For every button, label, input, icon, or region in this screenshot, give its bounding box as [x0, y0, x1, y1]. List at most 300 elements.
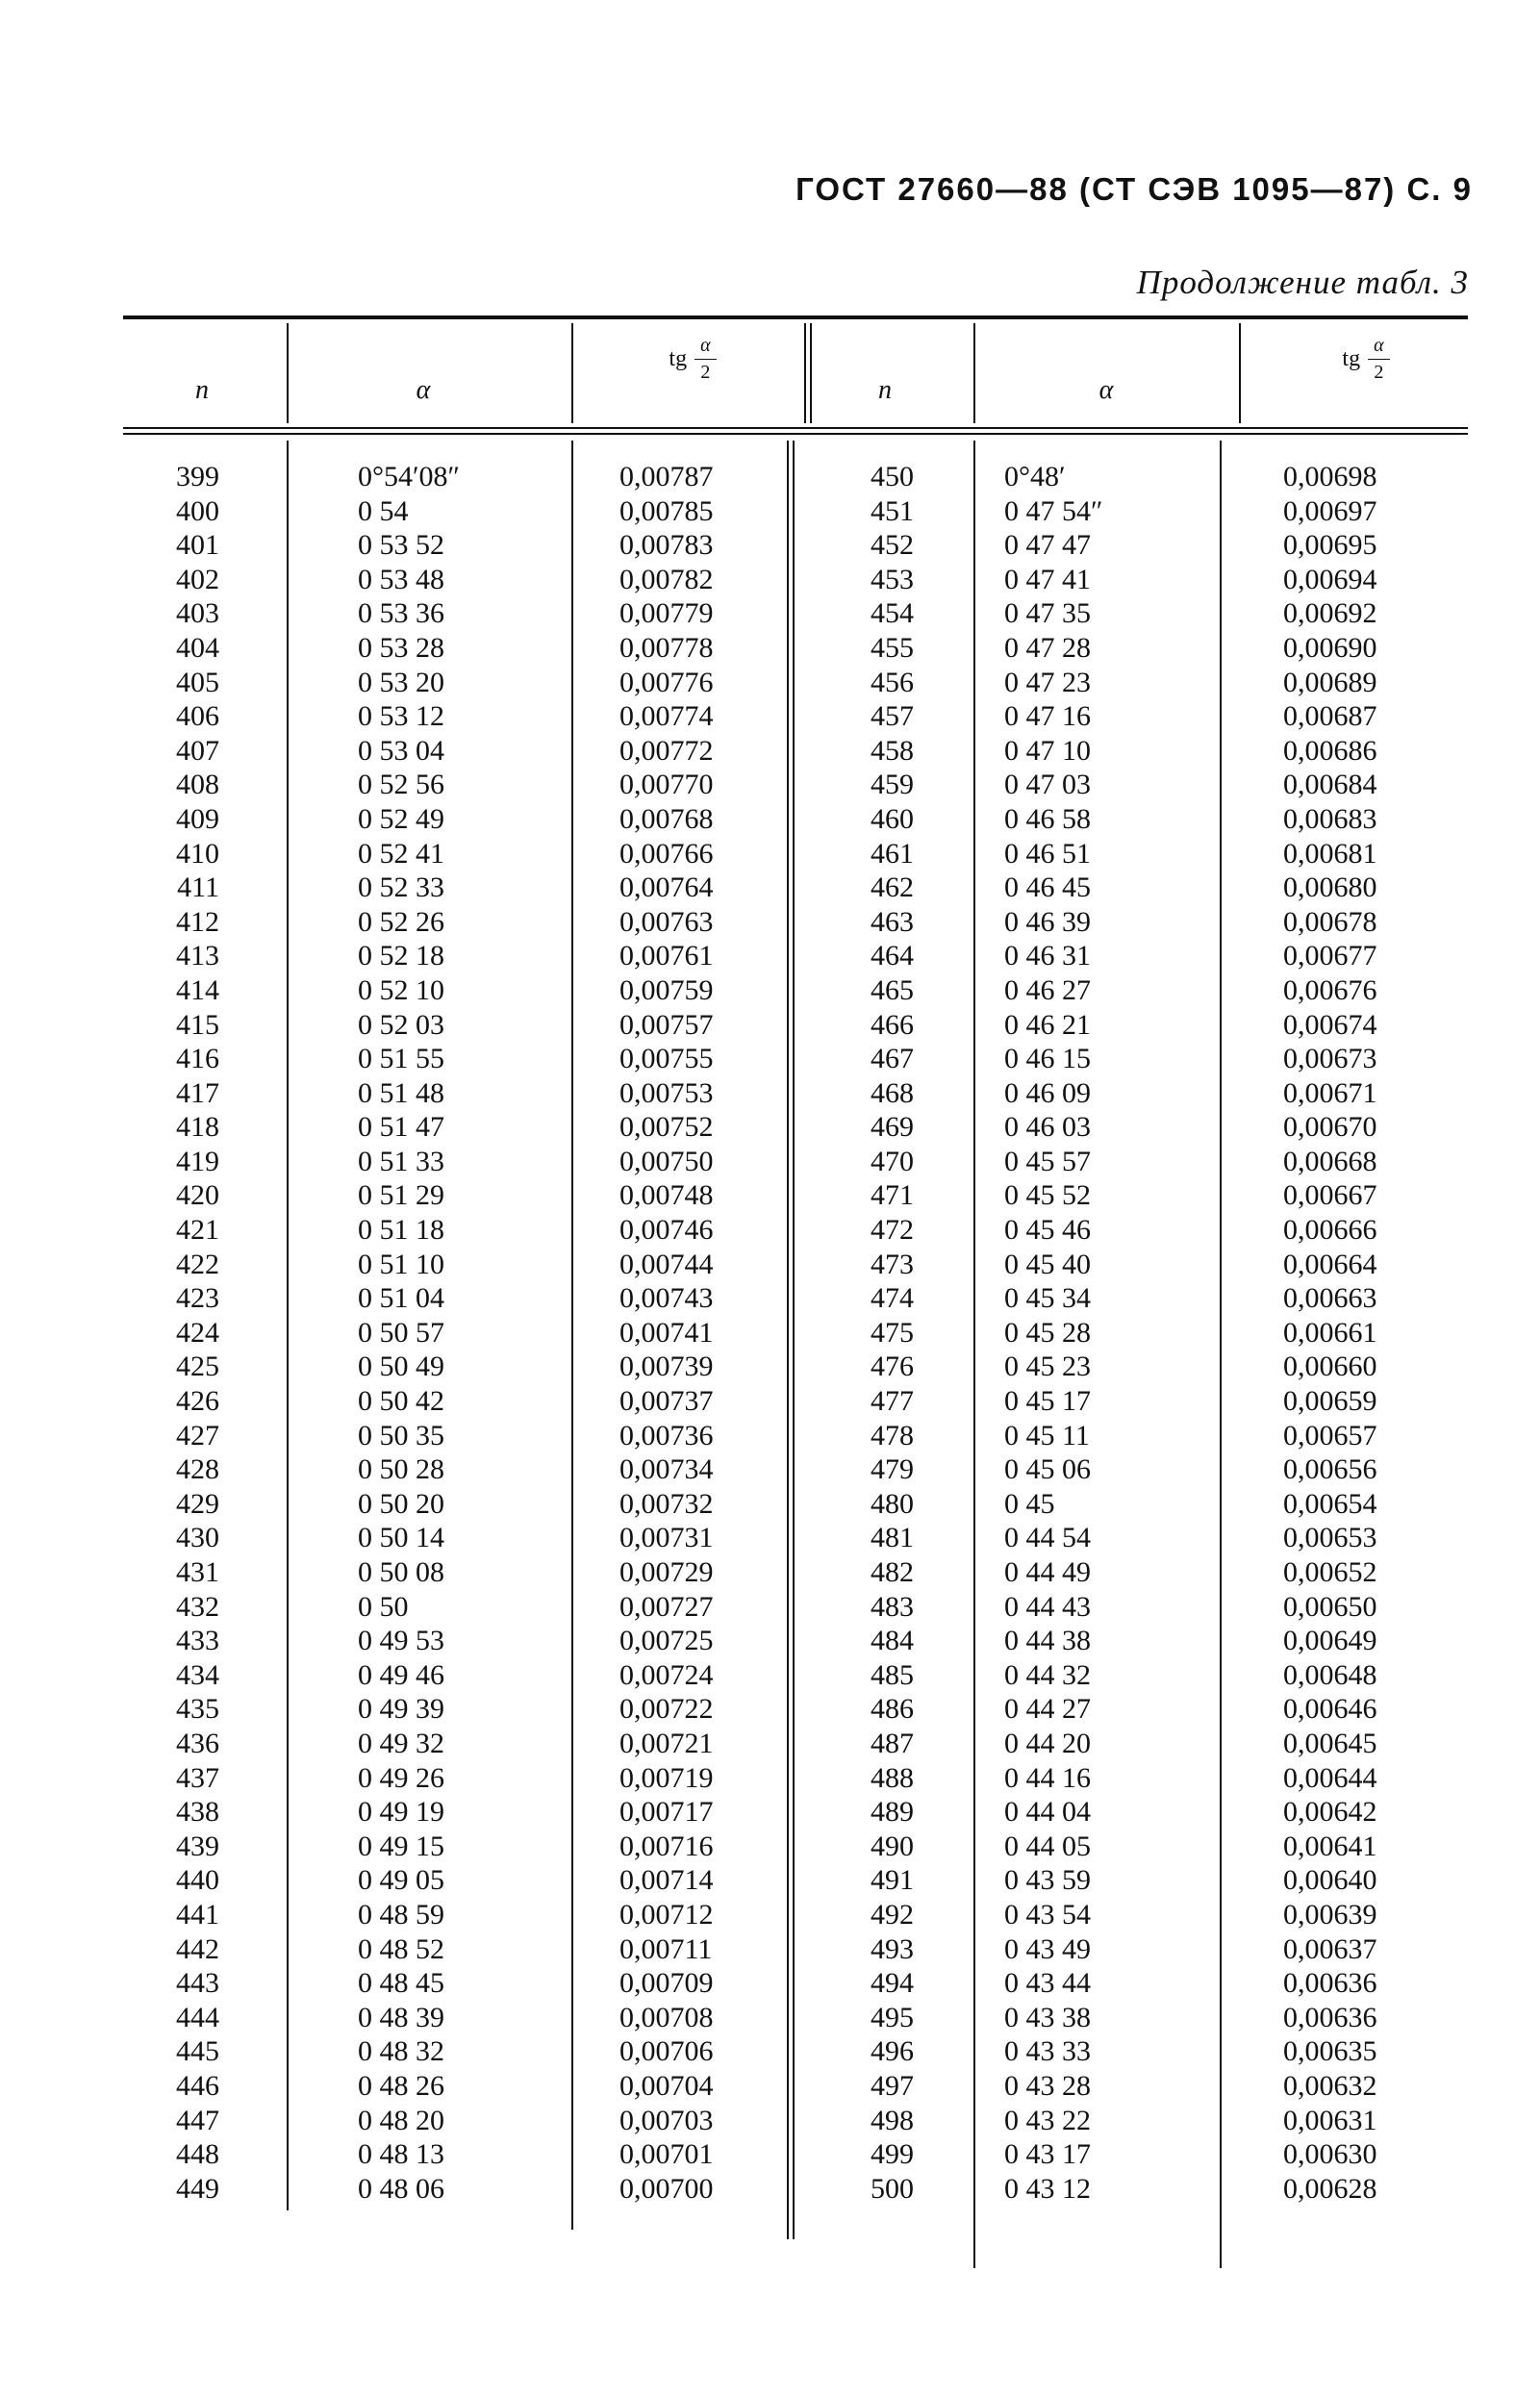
row-tg-value: 0,00774: [619, 700, 714, 733]
row-n-value: 406: [176, 700, 219, 733]
row-tg-value: 0,00764: [619, 871, 714, 904]
row-n-value: 468: [871, 1076, 914, 1109]
row-tg-value: 0,00674: [1283, 1008, 1377, 1041]
row-n-value: 401: [176, 529, 219, 562]
row-alpha-value: 0 48 32: [358, 2035, 444, 2068]
row-n-value: 425: [176, 1350, 219, 1383]
row-tg-value: 0,00644: [1283, 1761, 1377, 1794]
row-n-value: 429: [176, 1487, 219, 1520]
row-tg-value: 0,00684: [1283, 769, 1377, 801]
row-alpha-value: 0 47 41: [1004, 563, 1091, 595]
row-tg-value: 0,00729: [619, 1556, 714, 1588]
header-tg-right: [1289, 335, 1443, 384]
row-tg-value: 0,00639: [1283, 1898, 1377, 1931]
row-n-value: 428: [176, 1453, 219, 1486]
row-tg-value: 0,00686: [1283, 734, 1377, 767]
row-alpha-value: 0 45 46: [1004, 1214, 1091, 1247]
row-alpha-value: 0 44 20: [1004, 1727, 1091, 1759]
row-tg-value: 0,00734: [619, 1453, 714, 1486]
row-tg-value: 0,00755: [619, 1043, 714, 1075]
row-alpha-value: 0 54: [358, 494, 409, 527]
row-alpha-value: 0 43 12: [1004, 2172, 1091, 2205]
row-alpha-value: 0 50 20: [358, 1487, 444, 1520]
row-tg-value: 0,00717: [619, 1796, 714, 1829]
row-n-value: 488: [871, 1761, 914, 1794]
row-alpha-value: 0 44 16: [1004, 1761, 1091, 1794]
row-n-value: 404: [176, 631, 219, 664]
row-tg-value: 0,00695: [1283, 529, 1377, 562]
row-alpha-value: 0 53 52: [358, 529, 444, 562]
row-n-value: 427: [176, 1419, 219, 1451]
row-alpha-value: 0 50 42: [358, 1385, 444, 1418]
row-tg-value: 0,00673: [1283, 1043, 1377, 1075]
row-n-value: 445: [176, 2035, 219, 2068]
row-tg-value: 0,00663: [1283, 1282, 1377, 1315]
row-n-value: 463: [871, 905, 914, 938]
row-n-value: 408: [176, 769, 219, 801]
row-alpha-value: 0 47 03: [1004, 769, 1091, 801]
col-divider-4: [973, 323, 975, 423]
row-tg-value: 0,00732: [619, 1487, 714, 1520]
row-alpha-value: 0 46 51: [1004, 837, 1091, 870]
row-alpha-value: 0 53 12: [358, 700, 444, 733]
row-n-value: 469: [871, 1111, 914, 1144]
row-alpha-value: 0 43 33: [1004, 2035, 1091, 2068]
row-alpha-value: 0 52 10: [358, 973, 444, 1006]
col-divider-center-a: [804, 323, 806, 423]
row-tg-value: 0,00772: [619, 734, 714, 767]
row-n-value: 456: [871, 666, 914, 698]
row-alpha-value: 0 44 05: [1004, 1830, 1091, 1862]
row-n-value: 473: [871, 1248, 914, 1280]
tg-fraction: [694, 335, 717, 384]
header-n-left: n: [195, 375, 209, 405]
row-alpha-value: 0 48 13: [358, 2138, 444, 2171]
row-n-value: 430: [176, 1522, 219, 1554]
row-alpha-value: 0 47 16: [1004, 700, 1091, 733]
row-alpha-value: 0 46 31: [1004, 940, 1091, 972]
col-divider-1: [287, 323, 289, 423]
col-divider-center-body-b: [793, 441, 795, 2239]
row-n-value: 439: [176, 1830, 219, 1862]
row-alpha-value: 0 50 49: [358, 1350, 444, 1383]
row-alpha-value: 0 43 22: [1004, 2104, 1091, 2136]
table-header-rule: [123, 427, 1468, 429]
row-tg-value: 0,00701: [619, 2138, 714, 2171]
row-tg-value: 0,00657: [1283, 1419, 1377, 1451]
row-tg-value: 0,00779: [619, 597, 714, 630]
row-tg-value: 0,00748: [619, 1179, 714, 1212]
row-n-value: 487: [871, 1727, 914, 1759]
row-alpha-value: 0 46 45: [1004, 871, 1091, 904]
row-alpha-value: 0 43 17: [1004, 2138, 1091, 2171]
row-n-value: 491: [871, 1864, 914, 1897]
row-alpha-value: 0 45 40: [1004, 1248, 1091, 1280]
row-n-value: 447: [176, 2104, 219, 2136]
row-tg-value: 0,00680: [1283, 871, 1377, 904]
row-n-value: 460: [871, 802, 914, 835]
row-tg-value: 0,00709: [619, 1967, 714, 2000]
row-alpha-value: 0 46 27: [1004, 973, 1091, 1006]
row-tg-value: 0,00757: [619, 1008, 714, 1041]
row-alpha-value: 0 48 39: [358, 2001, 444, 2033]
row-tg-value: 0,00648: [1283, 1658, 1377, 1691]
row-alpha-value: 0 53 20: [358, 666, 444, 698]
header-alpha-left: α: [416, 375, 431, 405]
row-alpha-value: 0 51 33: [358, 1145, 444, 1177]
row-tg-value: 0,00743: [619, 1282, 714, 1315]
row-tg-value: 0,00731: [619, 1522, 714, 1554]
row-tg-value: 0,00668: [1283, 1145, 1377, 1177]
col-divider-5-body: [1220, 441, 1222, 2268]
tg-numerator: α: [1368, 335, 1390, 360]
row-n-value: 472: [871, 1214, 914, 1247]
row-alpha-value: 0 50 08: [358, 1556, 444, 1588]
row-tg-value: 0,00741: [619, 1316, 714, 1349]
row-n-value: 476: [871, 1350, 914, 1383]
row-n-value: 441: [176, 1898, 219, 1931]
row-n-value: 479: [871, 1453, 914, 1486]
row-n-value: 431: [176, 1556, 219, 1588]
row-alpha-value: 0 45 17: [1004, 1385, 1091, 1418]
row-n-value: 457: [871, 700, 914, 733]
row-tg-value: 0,00654: [1283, 1487, 1377, 1520]
row-n-value: 495: [871, 2001, 914, 2033]
row-n-value: 481: [871, 1522, 914, 1554]
left-tg-column: [619, 460, 764, 2206]
row-tg-value: 0,00636: [1283, 1967, 1377, 2000]
row-alpha-value: 0 49 15: [358, 1830, 444, 1862]
row-tg-value: 0,00703: [619, 2104, 714, 2136]
row-n-value: 477: [871, 1385, 914, 1418]
col-divider-center-b: [810, 323, 812, 423]
row-alpha-value: 0 45 28: [1004, 1316, 1091, 1349]
col-divider-1-body: [287, 441, 289, 2210]
row-alpha-value: 0 52 18: [358, 940, 444, 972]
row-alpha-value: 0 48 45: [358, 1967, 444, 2000]
row-n-value: 493: [871, 1932, 914, 1965]
row-alpha-value: 0 50: [358, 1590, 409, 1623]
row-tg-value: 0,00782: [619, 563, 714, 595]
row-n-value: 474: [871, 1282, 914, 1315]
row-n-value: 471: [871, 1179, 914, 1212]
row-n-value: 498: [871, 2104, 914, 2136]
row-n-value: 417: [176, 1076, 219, 1109]
row-tg-value: 0,00722: [619, 1693, 714, 1726]
row-n-value: 421: [176, 1214, 219, 1247]
row-tg-value: 0,00746: [619, 1214, 714, 1247]
row-alpha-value: 0 52 33: [358, 871, 444, 904]
row-n-value: 475: [871, 1316, 914, 1349]
right-alpha-column: [1004, 460, 1187, 2206]
right-n-column: [829, 460, 914, 2206]
row-tg-value: 0,00716: [619, 1830, 714, 1862]
row-tg-value: 0,00736: [619, 1419, 714, 1451]
row-alpha-value: 0 49 39: [358, 1693, 444, 1726]
row-alpha-value: 0 44 32: [1004, 1658, 1091, 1691]
row-n-value: 459: [871, 769, 914, 801]
row-tg-value: 0,00766: [619, 837, 714, 870]
row-tg-value: 0,00646: [1283, 1693, 1377, 1726]
row-n-value: 424: [176, 1316, 219, 1349]
row-alpha-value: 0 53 48: [358, 563, 444, 595]
row-alpha-value: 0 43 44: [1004, 1967, 1091, 2000]
row-n-value: 400: [176, 494, 219, 527]
row-tg-value: 0,00678: [1283, 905, 1377, 938]
tg-fraction: [1368, 335, 1390, 384]
row-alpha-value: 0 46 03: [1004, 1111, 1091, 1144]
row-n-value: 465: [871, 973, 914, 1006]
row-tg-value: 0,00719: [619, 1761, 714, 1794]
tg-label: tg: [669, 346, 688, 371]
row-n-value: 432: [176, 1590, 219, 1623]
row-tg-value: 0,00787: [619, 461, 714, 492]
row-n-value: 448: [176, 2138, 219, 2171]
row-tg-value: 0,00706: [619, 2035, 714, 2068]
row-tg-value: 0,00721: [619, 1727, 714, 1759]
row-alpha-value: 0 47 10: [1004, 734, 1091, 767]
row-n-value: 403: [176, 597, 219, 630]
row-tg-value: 0,00664: [1283, 1248, 1377, 1280]
row-tg-value: 0,00652: [1283, 1556, 1377, 1588]
row-n-value: 423: [176, 1282, 219, 1315]
row-tg-value: 0,00768: [619, 802, 714, 835]
row-alpha-value: 0 51 55: [358, 1043, 444, 1075]
row-alpha-value: 0 48 20: [358, 2104, 444, 2136]
row-n-value: 490: [871, 1830, 914, 1862]
row-n-value: 494: [871, 1967, 914, 2000]
row-alpha-value: 0 48 59: [358, 1898, 444, 1931]
row-tg-value: 0,00642: [1283, 1796, 1377, 1829]
row-alpha-value: 0 48 06: [358, 2172, 444, 2205]
row-n-value: 405: [176, 666, 219, 698]
row-alpha-value: 0 51 10: [358, 1248, 444, 1280]
row-tg-value: 0,00676: [1283, 973, 1377, 1006]
row-tg-value: 0,00640: [1283, 1864, 1377, 1897]
row-tg-value: 0,00632: [1283, 2069, 1377, 2102]
tg-numerator: α: [694, 335, 717, 360]
row-n-value: 422: [176, 1248, 219, 1280]
row-n-value: 486: [871, 1693, 914, 1726]
tg-denominator: 2: [700, 362, 711, 383]
table-header-rule-2: [123, 433, 1468, 435]
row-alpha-value: 0 51 18: [358, 1214, 444, 1247]
row-alpha-value: 0 47 28: [1004, 631, 1091, 664]
row-alpha-value: 0 51 48: [358, 1076, 444, 1109]
row-tg-value: 0,00631: [1283, 2104, 1377, 2136]
row-alpha-value: 0 44 49: [1004, 1556, 1091, 1588]
row-tg-value: 0,00697: [1283, 494, 1377, 527]
row-alpha-value: 0 46 58: [1004, 802, 1091, 835]
row-tg-value: 0,00698: [1283, 461, 1377, 492]
row-alpha-value: 0 43 49: [1004, 1932, 1091, 1965]
row-n-value: 442: [176, 1932, 219, 1965]
row-tg-value: 0,00671: [1283, 1076, 1377, 1109]
row-tg-value: 0,00711: [619, 1932, 713, 1965]
row-tg-value: 0,00677: [1283, 940, 1377, 972]
left-n-column: [135, 460, 219, 2206]
row-n-value: 418: [176, 1111, 219, 1144]
row-alpha-value: 0 50 28: [358, 1453, 444, 1486]
row-n-value: 467: [871, 1043, 914, 1075]
row-alpha-value: 0 52 56: [358, 769, 444, 801]
row-tg-value: 0,00752: [619, 1111, 714, 1144]
col-divider-2: [571, 323, 573, 423]
row-tg-value: 0,00650: [1283, 1590, 1377, 1623]
row-tg-value: 0,00635: [1283, 2035, 1377, 2068]
row-n-value: 464: [871, 940, 914, 972]
row-alpha-value: 0 44 43: [1004, 1590, 1091, 1623]
row-n-value: 414: [176, 973, 219, 1006]
row-tg-value: 0,00628: [1283, 2172, 1377, 2205]
row-n-value: 443: [176, 1967, 219, 2000]
row-n-value: 399: [176, 461, 219, 492]
row-n-value: 489: [871, 1796, 914, 1829]
row-n-value: 416: [176, 1043, 219, 1075]
row-tg-value: 0,00659: [1283, 1385, 1377, 1418]
row-alpha-value: 0 49 05: [358, 1864, 444, 1897]
row-alpha-value: 0 47 35: [1004, 597, 1091, 630]
row-n-value: 485: [871, 1658, 914, 1691]
row-alpha-value: 0 53 04: [358, 734, 444, 767]
row-n-value: 470: [871, 1145, 914, 1177]
row-tg-value: 0,00687: [1283, 700, 1377, 733]
row-n-value: 466: [871, 1008, 914, 1041]
row-alpha-value: 0°48′: [1004, 461, 1066, 492]
row-tg-value: 0,00725: [619, 1625, 714, 1657]
row-tg-value: 0,00737: [619, 1385, 714, 1418]
row-alpha-value: 0 47 47: [1004, 529, 1091, 562]
row-alpha-value: 0 49 32: [358, 1727, 444, 1759]
row-tg-value: 0,00759: [619, 973, 714, 1006]
row-alpha-value: 0 45 57: [1004, 1145, 1091, 1177]
col-divider-5: [1239, 323, 1241, 423]
row-n-value: 458: [871, 734, 914, 767]
row-alpha-value: 0 51 47: [358, 1111, 444, 1144]
row-n-value: 454: [871, 597, 914, 630]
row-tg-value: 0,00641: [1283, 1830, 1377, 1862]
row-tg-value: 0,00637: [1283, 1932, 1377, 1965]
row-alpha-value: 0 45 06: [1004, 1453, 1091, 1486]
row-alpha-value: 0 53 36: [358, 597, 444, 630]
row-n-value: 413: [176, 940, 219, 972]
row-tg-value: 0,00712: [619, 1898, 714, 1931]
row-tg-value: 0,00636: [1283, 2001, 1377, 2033]
row-alpha-value: 0 52 03: [358, 1008, 444, 1041]
row-n-value: 437: [176, 1761, 219, 1794]
row-alpha-value: 0 46 39: [1004, 905, 1091, 938]
row-tg-value: 0,00653: [1283, 1522, 1377, 1554]
row-n-value: 438: [176, 1796, 219, 1829]
row-alpha-value: 0 45: [1004, 1487, 1055, 1520]
row-n-value: 419: [176, 1145, 219, 1177]
row-n-value: 436: [176, 1727, 219, 1759]
row-alpha-value: 0 50 14: [358, 1522, 444, 1554]
row-n-value: 446: [176, 2069, 219, 2102]
row-n-value: 433: [176, 1625, 219, 1657]
row-n-value: 483: [871, 1590, 914, 1623]
row-n-value: 411: [177, 871, 219, 904]
row-alpha-value: 0 49 46: [358, 1658, 444, 1691]
row-n-value: 440: [176, 1864, 219, 1897]
row-tg-value: 0,00770: [619, 769, 714, 801]
row-alpha-value: 0 46 09: [1004, 1076, 1091, 1109]
row-alpha-value: 0 53 28: [358, 631, 444, 664]
row-tg-value: 0,00750: [619, 1145, 714, 1177]
row-n-value: 484: [871, 1625, 914, 1657]
row-alpha-value: 0 46 15: [1004, 1043, 1091, 1075]
row-n-value: 453: [871, 563, 914, 595]
row-alpha-value: 0 45 11: [1004, 1419, 1090, 1451]
row-alpha-value: 0 47 23: [1004, 666, 1091, 698]
row-n-value: 482: [871, 1556, 914, 1588]
row-tg-value: 0,00656: [1283, 1453, 1377, 1486]
row-n-value: 478: [871, 1419, 914, 1451]
row-alpha-value: 0 52 26: [358, 905, 444, 938]
row-tg-value: 0,00683: [1283, 802, 1377, 835]
row-alpha-value: 0 43 59: [1004, 1864, 1091, 1897]
row-alpha-value: 0 47 54″: [1004, 494, 1103, 527]
row-tg-value: 0,00778: [619, 631, 714, 664]
row-alpha-value: 0 52 41: [358, 837, 444, 870]
row-tg-value: 0,00753: [619, 1076, 714, 1109]
row-n-value: 497: [871, 2069, 914, 2102]
row-n-value: 455: [871, 631, 914, 664]
row-n-value: 434: [176, 1658, 219, 1691]
row-tg-value: 0,00681: [1283, 837, 1377, 870]
row-n-value: 412: [176, 905, 219, 938]
row-tg-value: 0,00660: [1283, 1350, 1377, 1383]
row-tg-value: 0,00714: [619, 1864, 714, 1897]
tg-denominator: 2: [1374, 362, 1384, 383]
row-n-value: 461: [871, 837, 914, 870]
row-n-value: 415: [176, 1008, 219, 1041]
row-tg-value: 0,00704: [619, 2069, 714, 2102]
row-n-value: 444: [176, 2001, 219, 2033]
row-n-value: 462: [871, 871, 914, 904]
row-n-value: 449: [176, 2172, 219, 2205]
table-continuation-label: Продолжение табл. 3: [1136, 264, 1469, 301]
row-alpha-value: 0 51 04: [358, 1282, 444, 1315]
row-alpha-value: 0 43 38: [1004, 2001, 1091, 2033]
row-n-value: 450: [871, 461, 914, 492]
row-alpha-value: 0 46 21: [1004, 1008, 1091, 1041]
row-n-value: 426: [176, 1385, 219, 1418]
header-tg-left: [616, 335, 770, 384]
row-tg-value: 0,00739: [619, 1350, 714, 1383]
row-tg-value: 0,00785: [619, 494, 714, 527]
row-tg-value: 0,00776: [619, 666, 714, 698]
row-tg-value: 0,00724: [619, 1658, 714, 1691]
row-alpha-value: 0 44 04: [1004, 1796, 1091, 1829]
row-alpha-value: 0 50 35: [358, 1419, 444, 1451]
tg-label: tg: [1342, 346, 1361, 371]
row-alpha-value: 0 52 49: [358, 802, 444, 835]
page-header: ГОСТ 27660—88 (СТ СЭВ 1095—87) С. 9: [795, 171, 1473, 207]
row-n-value: 492: [871, 1898, 914, 1931]
col-divider-4-body: [973, 441, 975, 2268]
row-tg-value: 0,00670: [1283, 1111, 1377, 1144]
row-tg-value: 0,00661: [1283, 1316, 1377, 1349]
row-tg-value: 0,00630: [1283, 2138, 1377, 2171]
row-alpha-value: 0 43 28: [1004, 2069, 1091, 2102]
row-alpha-value: 0 49 53: [358, 1625, 444, 1657]
row-alpha-value: 0 49 19: [358, 1796, 444, 1829]
row-n-value: 496: [871, 2035, 914, 2068]
row-tg-value: 0,00645: [1283, 1727, 1377, 1759]
row-n-value: 451: [871, 494, 914, 527]
row-alpha-value: 0 48 26: [358, 2069, 444, 2102]
